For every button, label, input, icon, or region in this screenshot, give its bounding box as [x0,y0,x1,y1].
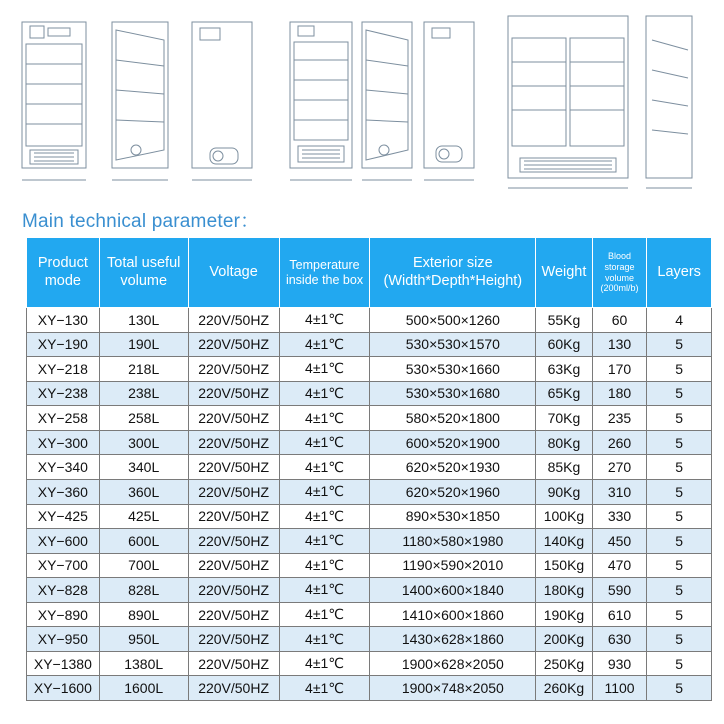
cell-blood-storage: 310 [592,479,647,504]
header-total-useful-volume: Total useful volume [99,238,188,308]
table-row [27,357,712,382]
header-weight: Weight [536,238,593,308]
refrigerator-side-view-icon [646,16,692,188]
cell-exterior-size: 530×530×1680 [370,381,536,406]
cell-product-mode: XY−950 [27,627,100,652]
header-temperature: Temperature inside the box [279,238,370,308]
refrigerator-front-view-icon [22,22,86,180]
cell-exterior-size: 530×530×1660 [370,357,536,382]
cell-product-mode: XY−700 [27,553,100,578]
cell-voltage: 220V/50HZ [188,406,279,431]
refrigerator-front-view-icon [508,16,628,188]
cell-voltage: 220V/50HZ [188,357,279,382]
cell-volume: 828L [99,578,188,603]
cell-volume: 950L [99,627,188,652]
cell-blood-storage: 470 [592,553,647,578]
cell-weight: 60Kg [536,332,593,357]
cell-product-mode: XY−890 [27,602,100,627]
refrigerator-front-view-icon [290,22,352,180]
cell-blood-storage: 235 [592,406,647,431]
cell-volume: 218L [99,357,188,382]
cell-temperature: 4±1℃ [279,504,370,529]
cell-temperature: 4±1℃ [279,676,370,701]
cell-exterior-size: 1180×580×1980 [370,529,536,554]
header-voltage: Voltage [188,238,279,308]
table-row [27,553,712,578]
cell-exterior-size: 1410×600×1860 [370,602,536,627]
cell-weight: 80Kg [536,430,593,455]
cell-weight: 90Kg [536,479,593,504]
table-header-row [27,238,712,308]
technical-parameter-table [26,237,712,701]
cell-temperature: 4±1℃ [279,308,370,333]
refrigerator-side-view-icon [362,22,412,180]
cell-product-mode: XY−258 [27,406,100,431]
cell-blood-storage: 450 [592,529,647,554]
cell-blood-storage: 170 [592,357,647,382]
cell-product-mode: XY−1380 [27,651,100,676]
cell-blood-storage: 270 [592,455,647,480]
product-drawings [0,0,724,200]
cell-volume: 425L [99,504,188,529]
cell-weight: 70Kg [536,406,593,431]
cell-voltage: 220V/50HZ [188,529,279,554]
cell-product-mode: XY−1600 [27,676,100,701]
cell-product-mode: XY−190 [27,332,100,357]
table-row [27,504,712,529]
cell-weight: 63Kg [536,357,593,382]
table-row [27,578,712,603]
header-blood-storage-volume [592,238,647,308]
cell-layers: 5 [647,504,712,529]
cell-product-mode: XY−218 [27,357,100,382]
table-row [27,381,712,406]
table-body [27,308,712,701]
cell-voltage: 220V/50HZ [188,627,279,652]
cell-voltage: 220V/50HZ [188,651,279,676]
cell-voltage: 220V/50HZ [188,455,279,480]
cell-volume: 340L [99,455,188,480]
cell-weight: 150Kg [536,553,593,578]
cell-weight: 85Kg [536,455,593,480]
cell-weight: 100Kg [536,504,593,529]
cell-exterior-size: 1400×600×1840 [370,578,536,603]
cell-layers: 5 [647,357,712,382]
cell-exterior-size: 890×530×1850 [370,504,536,529]
cell-layers: 5 [647,578,712,603]
cell-product-mode: XY−828 [27,578,100,603]
header-exterior-size-sub: (Width*Depth*Height) [383,272,523,289]
cell-volume: 1380L [99,651,188,676]
cell-blood-storage: 930 [592,651,647,676]
table-row [27,676,712,701]
cell-voltage: 220V/50HZ [188,602,279,627]
cell-blood-storage: 330 [592,504,647,529]
table-row [27,332,712,357]
table-row [27,455,712,480]
cell-voltage: 220V/50HZ [188,308,279,333]
cell-temperature: 4±1℃ [279,602,370,627]
cell-exterior-size: 500×500×1260 [370,308,536,333]
header-product-mode: Product mode [27,238,100,308]
cell-volume: 700L [99,553,188,578]
cell-voltage: 220V/50HZ [188,578,279,603]
table-row [27,430,712,455]
cell-weight: 260Kg [536,676,593,701]
refrigerator-drawings-icon [0,0,724,200]
cell-layers: 5 [647,455,712,480]
cell-layers: 5 [647,651,712,676]
cell-exterior-size: 620×520×1960 [370,479,536,504]
cell-blood-storage: 1100 [592,676,647,701]
cell-product-mode: XY−130 [27,308,100,333]
table-row [27,308,712,333]
cell-weight: 140Kg [536,529,593,554]
cell-exterior-size: 1900×748×2050 [370,676,536,701]
cell-layers: 5 [647,430,712,455]
cell-volume: 890L [99,602,188,627]
cell-product-mode: XY−600 [27,529,100,554]
cell-layers: 4 [647,308,712,333]
cell-layers: 5 [647,602,712,627]
cell-temperature: 4±1℃ [279,553,370,578]
cell-layers: 5 [647,406,712,431]
cell-temperature: 4±1℃ [279,529,370,554]
cell-temperature: 4±1℃ [279,627,370,652]
cell-exterior-size: 1430×628×1860 [370,627,536,652]
section-title: Main technical parameter： [22,211,260,232]
cell-blood-storage: 590 [592,578,647,603]
cell-temperature: 4±1℃ [279,332,370,357]
cell-product-mode: XY−425 [27,504,100,529]
table-row [27,651,712,676]
cell-volume: 258L [99,406,188,431]
cell-exterior-size: 580×520×1800 [370,406,536,431]
cell-weight: 190Kg [536,602,593,627]
cell-layers: 5 [647,479,712,504]
header-exterior-size-title: Exterior size [412,255,493,272]
cell-exterior-size: 620×520×1930 [370,455,536,480]
cell-exterior-size: 1900×628×2050 [370,651,536,676]
table-row [27,529,712,554]
cell-layers: 5 [647,676,712,701]
cell-volume: 1600L [99,676,188,701]
cell-blood-storage: 260 [592,430,647,455]
cell-voltage: 220V/50HZ [188,676,279,701]
header-layers: Layers [647,238,712,308]
header-exterior-size [370,238,536,308]
refrigerator-back-view-icon [424,22,474,180]
cell-voltage: 220V/50HZ [188,430,279,455]
table-row [27,479,712,504]
cell-voltage: 220V/50HZ [188,332,279,357]
cell-exterior-size: 600×520×1900 [370,430,536,455]
cell-weight: 65Kg [536,381,593,406]
cell-blood-storage: 180 [592,381,647,406]
cell-volume: 190L [99,332,188,357]
cell-voltage: 220V/50HZ [188,381,279,406]
cell-weight: 55Kg [536,308,593,333]
cell-layers: 5 [647,332,712,357]
cell-temperature: 4±1℃ [279,651,370,676]
cell-volume: 600L [99,529,188,554]
cell-temperature: 4±1℃ [279,455,370,480]
cell-temperature: 4±1℃ [279,578,370,603]
cell-exterior-size: 530×530×1570 [370,332,536,357]
header-blood-storage-title: Blood storage volume [604,250,635,283]
cell-weight: 250Kg [536,651,593,676]
cell-temperature: 4±1℃ [279,479,370,504]
cell-layers: 5 [647,381,712,406]
cell-voltage: 220V/50HZ [188,479,279,504]
cell-exterior-size: 1190×590×2010 [370,553,536,578]
cell-temperature: 4±1℃ [279,357,370,382]
refrigerator-side-view-icon [112,22,168,180]
refrigerator-back-view-icon [192,22,252,180]
cell-temperature: 4±1℃ [279,406,370,431]
cell-weight: 180Kg [536,578,593,603]
cell-layers: 5 [647,627,712,652]
cell-volume: 300L [99,430,188,455]
cell-volume: 360L [99,479,188,504]
cell-weight: 200Kg [536,627,593,652]
cell-product-mode: XY−300 [27,430,100,455]
cell-blood-storage: 130 [592,332,647,357]
cell-product-mode: XY−360 [27,479,100,504]
cell-volume: 238L [99,381,188,406]
cell-blood-storage: 630 [592,627,647,652]
cell-blood-storage: 60 [592,308,647,333]
cell-voltage: 220V/50HZ [188,504,279,529]
cell-layers: 5 [647,529,712,554]
cell-blood-storage: 610 [592,602,647,627]
header-blood-storage-unit: (200ml/b) [600,283,639,294]
cell-layers: 5 [647,553,712,578]
cell-volume: 130L [99,308,188,333]
cell-voltage: 220V/50HZ [188,553,279,578]
table-row [27,602,712,627]
cell-product-mode: XY−340 [27,455,100,480]
table-row [27,627,712,652]
cell-product-mode: XY−238 [27,381,100,406]
cell-temperature: 4±1℃ [279,430,370,455]
table-row [27,406,712,431]
cell-temperature: 4±1℃ [279,381,370,406]
